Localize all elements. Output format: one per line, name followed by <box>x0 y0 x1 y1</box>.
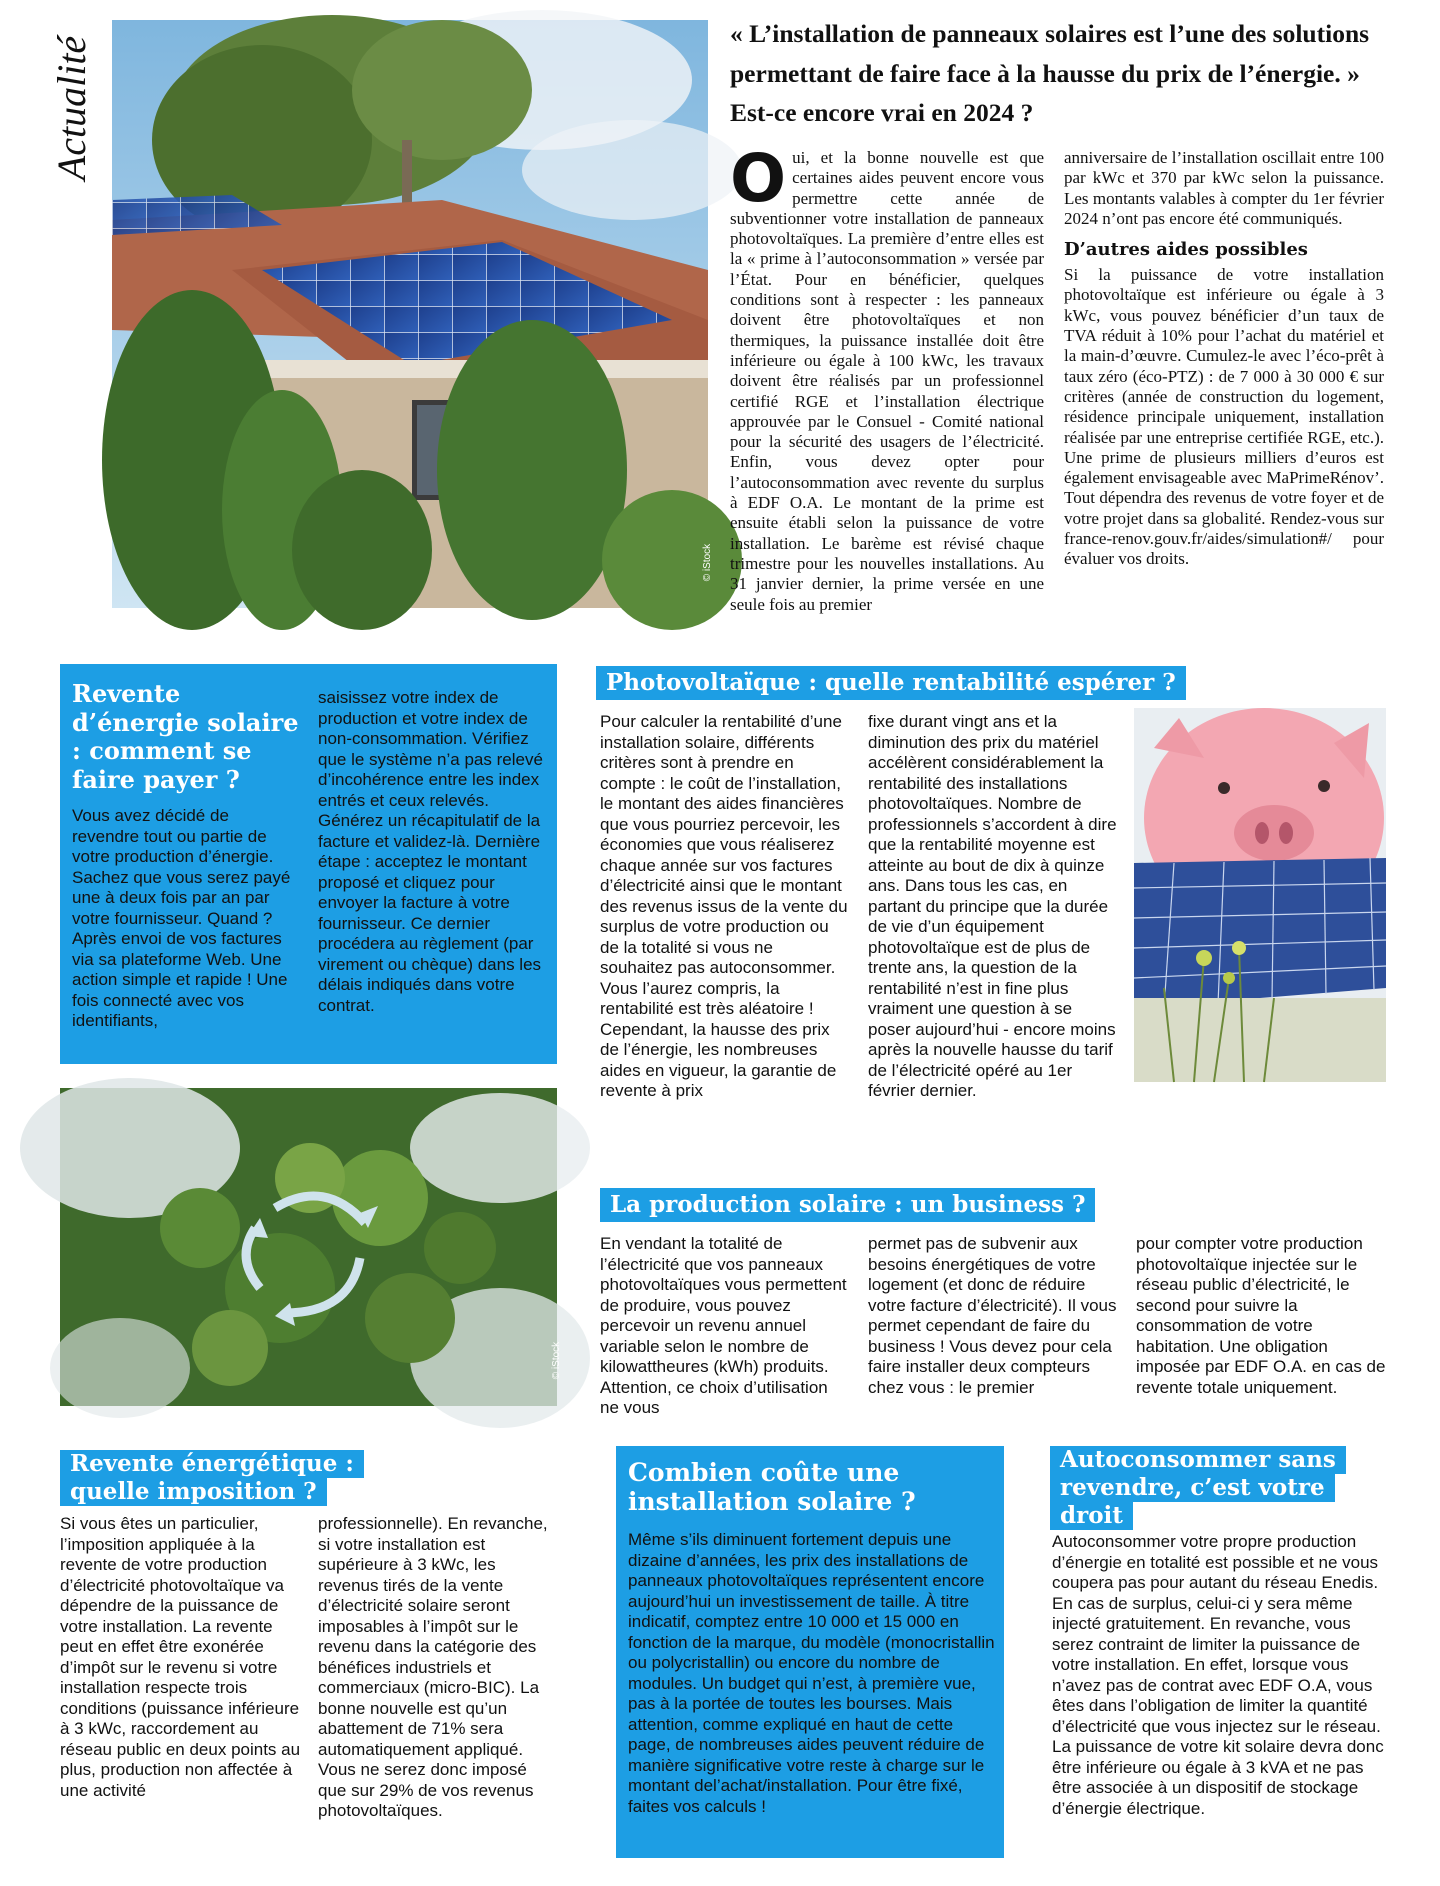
cout-body: Même s’ils diminuent fortement depuis une dizaine d’années, les prix des installations de panneaux photovoltaïques représentent encore aujourd’hui un investissement de taille. À titre indicatif, comptez entre 10 000 et 15 000 en fonction de la marque, du modèle (monocristallin ou polycristallin) ou encore du nombre de modules. Un budget qui n’est, à première vue, pas à la portée de toutes les bourses. Mais attention, comme expliqué en haut de cette page, de nombreuses aides peuvent réduire de manière significative votre reste à charge sur le montant del’achat/installation. Pour être fixé, faites vos calculs ! <box>628 1530 995 1816</box>
hero-subhead: D’autres aides possibles <box>1064 239 1308 261</box>
hero-solar-house-image <box>112 20 713 608</box>
hero-illustration <box>112 20 708 608</box>
rentabilite-col1: Pour calculer la rentabilité d’une installation solaire, différents critères sont à prendre en compte : le coût de l’installation, le montant des aides financières que vous pourriez percevoir, les économies que vous réaliserez chaque année sur vos factures d’électricité ainsi que le montant des revenus issus de la vente du surplus de votre production ou de la totalité si vous ne souhaitez pas autoconsommer. Vous l’aurez compris, la rentabilité est très aléatoire ! Cependant, la hausse des prix de l’énergie, les nombreuses aides en vigueur, la garantie de revente à prix <box>600 712 848 1100</box>
dropcap: O <box>730 140 787 217</box>
revente-title: Revente d’énergie solaire : comment se faire payer ? <box>72 679 299 794</box>
rentabilite-col2: fixe durant vingt ans et la diminution des prix du matériel accélèrent considérablement la rentabilité des installations photovoltaïques. Nombre de professionnels s’accordent à dire que la rentabilité moyenne est atteinte au bout de dix à quinze ans. Dans tous les cas, en partant du principe que la durée de vie d’un équipement photovoltaïque est de plus de trente ans, la question de la rentabilité n’est in fine plus vraiment une question à se poser aujourd’hui - encore moins après la nouvelle hausse du tarif de l’électricité opéré au 1er février dernier. <box>868 712 1117 1100</box>
section-label: Actualité <box>49 35 94 181</box>
imposition-col2: professionnelle). En revanche, si votre installation est supérieure à 3 kWc, les revenus tirés de la vente d’électricité solaire seront imposables à l’impôt sur le revenu dans la catégorie des bénéfices industriels et commerciaux (micro-BIC). La bonne nouvelle est qu’un abattement de 71% sera automatiquement appliqué. Vous ne serez donc imposé que sur 29% de vos revenus photovoltaïques. <box>318 1514 548 1820</box>
business-col2: permet pas de subvenir aux besoins énergétiques de votre logement (et donc de réduire votre facture d’électricité). Il vous permet cependant de faire du business ! Vous devez pour cela faire installer deux compteurs chez vous : le premier <box>868 1234 1117 1397</box>
rentabilite-title: Photovoltaïque : quelle rentabilité espérer ? <box>596 666 1186 700</box>
autoconso-body: Autoconsommer votre propre production d’énergie en totalité est possible et ne vous coupera pas pour autant du réseau Enedis. En cas de surplus, celui-ci y sera même injecté gratuitement. En revanche, vous serez contraint de limiter la puissance de votre installation. En effet, lorsque vous n’avez pas de contrat avec EDF O.A, vous êtes dans l’obligation de limiter la quantité d’électricité que vous injectez sur le réseau. La puissance de votre kit solaire devra donc être inférieure ou égale à 3 kVA et ne pas être associée à un dispositif de stockage d’énergie électrique. <box>1052 1532 1384 1818</box>
cout-box <box>616 1446 1004 1858</box>
piggy-bank-image <box>1134 708 1386 1082</box>
business-col3: pour compter votre production photovoltaïque injectée sur le réseau public d’électricité, le second pour suivre la consommation de votre habitation. Une obligation imposée par EDF O.A. en cas de revente totale uniquement. <box>1136 1234 1386 1397</box>
forest-recycle-image <box>60 1088 562 1406</box>
cout-title: Combien coûte une installation solaire ? <box>628 1458 916 1516</box>
hero-headline: « L’installation de panneaux solaires est l’une des solutions permettant de faire face à la hausse du prix de l’énergie. » Est-ce encore vrai en 2024 ? <box>730 19 1370 127</box>
business-col1: En vendant la totalité de l’électricité que vos panneaux photovoltaïques vous permettent de produire, vous pouvez percevoir un revenu annuel variable selon le nombre de kilowattheures (kWh) produits. Attention, ce choix d’utilisation ne vous <box>600 1234 847 1417</box>
autoconso-title: Autoconsommer sans revendre, c’est votre droit <box>1050 1446 1346 1530</box>
revente-box <box>60 664 557 1064</box>
revente-col1: Vous avez décidé de revendre tout ou partie de votre production d’énergie. Sachez que vous serez payé une à deux fois par an par votre fournisseur. Quand ? Après envoi de vos factures via sa plateforme Web. Une action simple et rapide ! Une fois connecté avec vos identifiants, <box>72 806 291 1030</box>
imposition-col1: Si vous êtes un particulier, l’imposition appliquée à la revente de votre production d’électricité photovoltaïque va dépendre de la puissance de votre installation. La revente peut en effet être exonérée d’impôt sur le revenu si votre installation respecte trois conditions (puissance inférieure à 3 kWc, raccordement au réseau public en deux points au plus, production non affectée à une activité <box>60 1514 301 1800</box>
revente-col2: saisissez votre index de production et votre index de non-consommation. Vérifiez que le système n’a pas relevé d’incohérence entre les index entrés et ceux relevés. Générez un récapitulatif de la facture et validez-là. Dernière étape : acceptez le montant proposé et cliquez pour envoyer la facture à votre fournisseur. Ce dernier procédera au règlement (par virement ou chèque) dans les délais indiqués dans votre contrat. <box>318 688 543 1015</box>
hero-body-col1: O ui, et la bonne nouvelle est que certaines aides peuvent encore vous permettre cette année de subventionner votre installation de panneaux photovoltaïques. La première d’entre elles est la « prime à l’autoconsommation » versée par l’État. Pour en bénéficier, quelques conditions sont à respecter : les panneaux doivent être photovoltaïques et non thermiques, la puissance installée doit être inférieure ou égale à 100 kWc, les travaux doivent être réalisés par un professionnel certifié RGE et l’installation électrique approuvée par le Consuel - Comité national pour la sécurité des usagers de l’électricité. Enfin, vous devez opter pour l’autoconsommation avec revente du surplus à EDF O.A. Le montant de la prime est ensuite établi selon la puissance de votre installation. Le barème est révisé chaque trimestre pour les nouvelles installations. Au 31 janvier dernier, la prime versée en une seule fois au premier <box>730 140 1044 614</box>
business-title: La production solaire : un business ? <box>600 1188 1095 1222</box>
forest-photo-credit: © iStock <box>550 1341 562 1380</box>
forest-illustration <box>60 1088 557 1406</box>
imposition-title: Revente énergétique : quelle imposition ? <box>60 1450 364 1506</box>
photo-credit: © iStock <box>701 543 713 582</box>
hero-body-col2: anniversaire de l’installation oscillait entre 100 par kWc et 370 par kWc selon la puissance. Les montants valables à compter du 1er février 2024 n’ont pas encore été communiqués. D’autres aides possibles Si la puissance de votre installation photovoltaïque est inférieure ou égale à 3 kWc, vous pouvez bénéficier d’un taux de TVA réduit à 10% pour l’achat du matériel et la main-d’œuvre. Cumulez-le avec l’éco-prêt à taux zéro (éco-PTZ) : de 7 000 à 30 000 € sur critères (année de construction du logement, résidence principale uniquement, installation réalisée par une entreprise certifiée RGE, etc.). Une prime de plusieurs milliers d’euros est également envisageable avec MaPrimeRénov’. Tout dépendra des revenus de votre foyer et de votre projet dans sa globalité. Rendez-vous sur france-renov.gouv.fr/aides/simulation#/ pour évaluer vos droits. <box>1064 148 1384 569</box>
piggy-illustration <box>1134 708 1386 1082</box>
